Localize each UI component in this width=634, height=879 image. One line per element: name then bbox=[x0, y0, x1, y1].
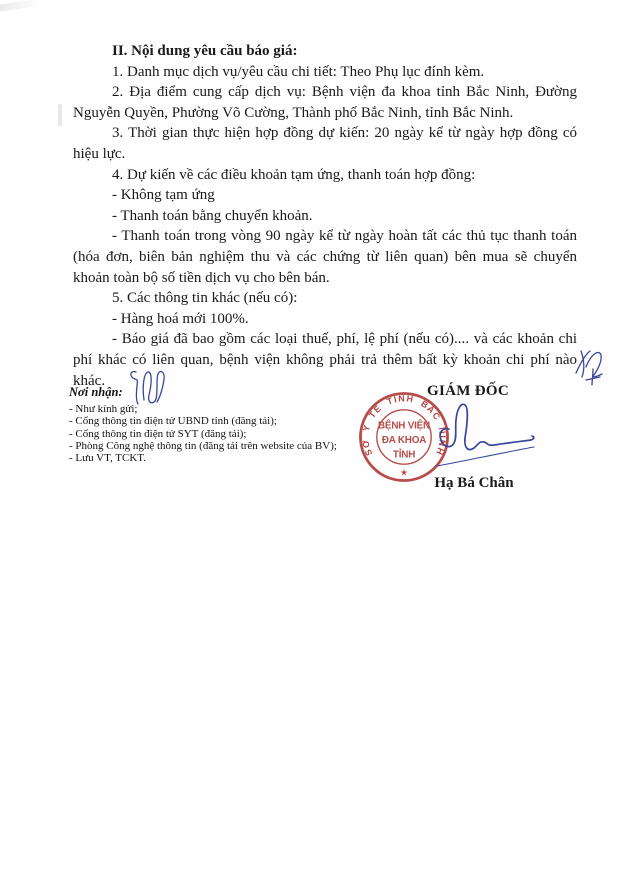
star-icon: ★ bbox=[400, 467, 408, 478]
stamp-center-text: ĐA KHOA bbox=[381, 434, 427, 446]
recipients-block bbox=[69, 384, 379, 465]
initials-paraph-recipients bbox=[127, 364, 169, 408]
stamp-ring-text: SỞ Y TẾ TỈNH BẮC NINH bbox=[360, 393, 448, 458]
paragraph: - Thanh toán trong vòng 90 ngày kể từ ngày hoàn tất các thủ tục thanh toán (hóa đơn, biên bản nghiệm thu và các chứng từ liên quan) bên mua sẽ chuyển khoản toàn bộ số tiền dịch vụ cho bên bán. bbox=[73, 228, 577, 286]
director-title: GIÁM ĐỐC bbox=[427, 383, 509, 399]
recipient-line: - Lưu VT, TCKT. bbox=[69, 452, 146, 465]
paragraph: - Không tạm ứng bbox=[112, 187, 215, 204]
initials-paraph-text-end bbox=[572, 347, 614, 389]
document-body bbox=[73, 41, 577, 391]
director-signature bbox=[434, 400, 540, 472]
recipient-line: - Như kính gửi; bbox=[69, 403, 138, 415]
paragraph: - Thanh toán bằng chuyển khoản. bbox=[112, 207, 313, 224]
scan-artifact bbox=[58, 104, 62, 126]
scan-artifact bbox=[0, 0, 38, 12]
director-name: Hạ Bá Chân bbox=[434, 475, 514, 491]
paragraph: 4. Dự kiến về các điều khoản tạm ứng, thanh toán hợp đồng: bbox=[112, 166, 476, 183]
recipient-line: - Phòng Công nghệ thông tin (đăng tải trên website của BV); bbox=[69, 440, 337, 453]
paragraph: 1. Danh mục dịch vụ/yêu cầu chi tiết: Theo Phụ lục đính kèm. bbox=[112, 63, 485, 80]
section-heading: II. Nội dung yêu cầu báo giá: bbox=[112, 43, 298, 59]
paragraph: 5. Các thông tin khác (nếu có): bbox=[112, 290, 298, 307]
paragraph: - Báo giá đã bao gồm các loại thuế, phí, lệ phí (nếu có).... và các khoản chi phí khác có liên quan, bệnh viện không phải trả thêm bất kỳ khoản chi phí nào khác. bbox=[73, 331, 577, 389]
paragraph: 2. Địa điểm cung cấp dịch vụ: Bệnh viện đa khoa tỉnh Bắc Ninh, Đường Nguyễn Quyền, Phường Võ Cường, Thành phố Bắc Ninh, tỉnh Bắc Ninh. bbox=[73, 84, 577, 121]
recipients-label: Nơi nhận: bbox=[69, 385, 123, 399]
stamp-center-text: BỆNH VIỆN bbox=[378, 420, 430, 432]
paragraph: 3. Thời gian thực hiện hợp đồng dự kiến: 20 ngày kể từ ngày hợp đồng có hiệu lực. bbox=[73, 125, 577, 162]
recipient-line: - Cổng thông tin điện tử UBND tỉnh (đăng tải); bbox=[69, 415, 277, 428]
paragraph: - Hàng hoá mới 100%. bbox=[112, 310, 249, 327]
recipient-line: - Cổng thông tin điện tử SYT (đăng tải); bbox=[69, 427, 247, 440]
stamp-center-text: TỈNH bbox=[392, 449, 416, 461]
